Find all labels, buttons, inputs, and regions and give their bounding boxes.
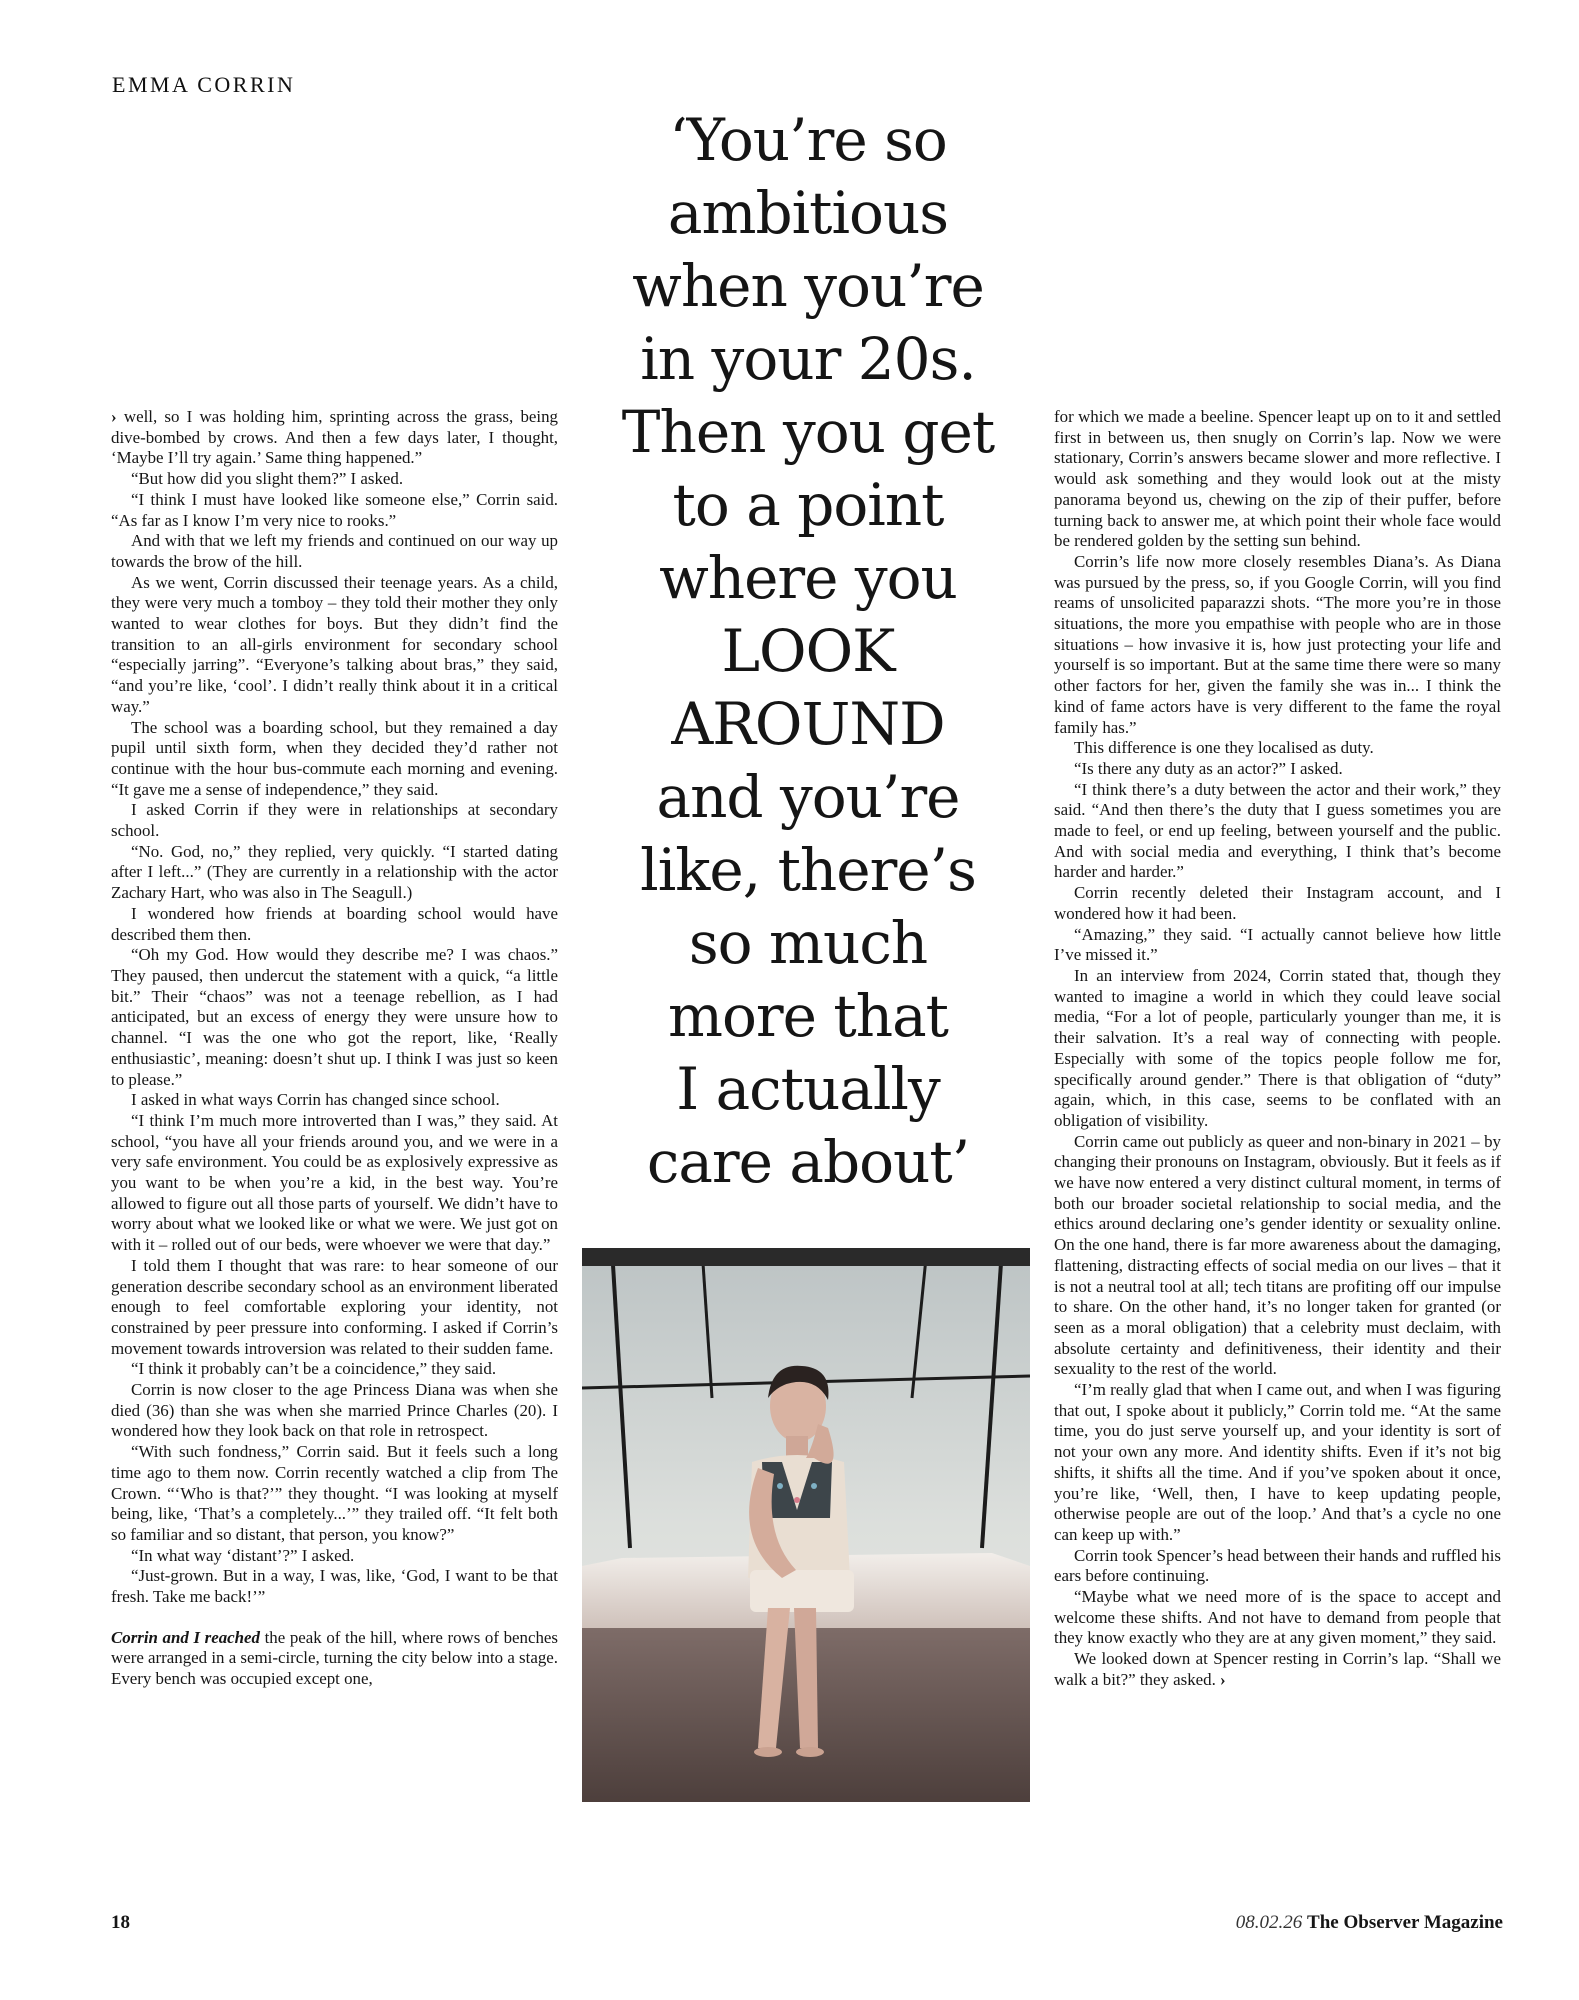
pull-quote-line: to a point bbox=[672, 471, 944, 539]
paragraph: And with that we left my friends and continued on our way up towards the brow of the hill. bbox=[111, 531, 558, 571]
paragraph: “I’m really glad that when I came out, and when I was figuring that out, I spoke about it publicly,” Corrin told me. “At the same time, you do just serve yourself up, and your identity is sort of not your own any more. And identity shifts. Even if it’s not big shifts, it shifts all the time. And if you’ve spoken about it once, you’re like, ‘Well, then, I have to keep updating people, otherwise people are out of the loop.’ And that’s a cycle no one can keep up with.” bbox=[1054, 1380, 1501, 1544]
pull-quote-line: and you’re bbox=[656, 763, 960, 831]
left-column bbox=[111, 407, 558, 1690]
paragraph: Corrin’s life now more closely resembles Diana’s. As Diana was pursued by the press, so, if you Google Corrin, will you find reams of unsolicited paparazzi shots. “The more you’re in those situations, the more you empathise with people who are in those situations – how invasive it is, how just protecting your life and yourself is so important. But at the same time there were so many other factors for her, given the family she was in... I think the kind of fame actors have is very different to the fame the royal family has.” bbox=[1054, 551, 1501, 737]
pull-quote-line: care about’ bbox=[646, 1128, 970, 1196]
pull-quote bbox=[572, 104, 1044, 1199]
paragraph: for which we made a beeline. Spencer leapt up on to it and settled first in between us, then snugly on Corrin’s lap. Now we were stationary, Corrin’s answers became slower and more reflective. I would ask something and they would look out at the misty panorama beyond us, chewing on the zip of their puffer, before turning back to answer me, at which point their whole face would be rendered golden by the setting sun behind. bbox=[1054, 407, 1501, 551]
pull-quote-line: Then you get bbox=[621, 398, 995, 466]
pull-quote-line: so much bbox=[688, 909, 928, 977]
page-number: 18 bbox=[111, 1912, 130, 1933]
paragraph: “Amazing,” they said. “I actually cannot believe how little I’ve missed it.” bbox=[1054, 924, 1501, 965]
continue-arrow-icon: › bbox=[111, 407, 117, 426]
right-column bbox=[1054, 407, 1501, 1691]
paragraph: “But how did you slight them?” I asked. bbox=[131, 469, 404, 489]
section-lead-paragraph: Corrin and I reached the peak of the hill, where rows of benches were arranged in a semi-circle, turning the city below into a stage. Every bench was occupied except one, bbox=[111, 1627, 558, 1689]
paragraph: Corrin recently deleted their Instagram account, and I wondered how it had been. bbox=[1054, 883, 1501, 923]
pull-quote-line: more that bbox=[668, 982, 948, 1050]
paragraph: This difference is one they localised as duty. bbox=[1074, 738, 1374, 758]
paragraph: I told them I thought that was rare: to hear someone of our generation describe secondary school as an environment liberated enough to feel comfortable exploring your identity, not constrained by peer pressure into conforming. I asked if Corrin’s movement towards introversion was related to their sudden fame. bbox=[111, 1255, 558, 1358]
lead-in: Corrin and I reached bbox=[111, 1627, 260, 1647]
paragraph: We looked down at Spencer resting in Corrin’s lap. “Shall we walk a bit?” they asked. › bbox=[1054, 1649, 1501, 1689]
pull-quote-line: in your 20s. bbox=[640, 325, 976, 393]
paragraph: The school was a boarding school, but they remained a day pupil until sixth form, when they decided they’d rather not continue with the hour bus-commute each morning and evening. “It gave me a sense of independence,” they said. bbox=[111, 717, 558, 799]
paragraph: “Just-grown. But in a way, I was, like, ‘God, I want to be that fresh. Take me back!’” bbox=[111, 1566, 558, 1607]
paragraph: Corrin came out publicly as queer and non-binary in 2021 – by changing their pronouns on Instagram, obviously. But it feels as if we have now entered a very distinct cultural moment, in terms of both our broader societal relationship to social media, and the ethics around declaring one’s gender identity or sexuality online. On the one hand, there is far more awareness about the damaging, flattening, distracting effects of social media on our lives – that it is not a neutral tool at all; tech titans are profiting off our impulse to share. On the other hand, it’s no longer taken for granted (or seen as a moral obligation) that a celebrity must declaim, with absolute certainty and definitiveness, their identity and their sexuality to the rest of the world. bbox=[1054, 1131, 1501, 1379]
pull-quote-line: LOOK bbox=[721, 617, 895, 685]
pull-quote-line: AROUND bbox=[671, 690, 945, 758]
pull-quote-line: I actually bbox=[676, 1055, 940, 1123]
pull-quote-line: ‘You’re so bbox=[669, 106, 947, 174]
portrait-photo bbox=[582, 1248, 1030, 1802]
pull-quote-line: like, there’s bbox=[640, 836, 976, 904]
footer-credit bbox=[1236, 1912, 1503, 1934]
publication-name: The Observer Magazine bbox=[1307, 1912, 1503, 1933]
section-label: EMMA CORRIN bbox=[112, 72, 296, 97]
continue-arrow-icon: › bbox=[1220, 1669, 1226, 1689]
pull-quote-line: where you bbox=[659, 544, 957, 612]
paragraph: “No. God, no,” they replied, very quickly. “I started dating after I left...” (They are currently in a relationship with the actor Zachary Hart, who was also in The Seagull.) bbox=[111, 841, 558, 903]
paragraph: › well, so I was holding him, sprinting across the grass, being dive-bombed by crows. And then a few days later, I thought, ‘Maybe I’ll try again.’ Same thing happened.” bbox=[111, 407, 558, 468]
paragraph: “I think I’m much more introverted than I was,” they said. At school, “you have all your friends around you, and we were in a very safe environment. You could be as explosively expressive as you want to be when you’re a kid, in the best way. You’re allowed to figure out all those parts of yourself. We didn’t have to worry about what we looked like or what we were. We just got on with it – rolled out of our beds, were whoever we were that day.” bbox=[111, 1110, 558, 1255]
paragraph: “In what way ‘distant’?” I asked. bbox=[131, 1545, 355, 1565]
paragraph: “I think there’s a duty between the actor and their work,” they said. “And then there’s the duty that I guess sometimes you are made to feel, or end up feeling, between yourself and the public. And with social media and everything, I think that’s become harder and harder.” bbox=[1054, 779, 1501, 882]
issue-date: 08.02.26 bbox=[1235, 1912, 1303, 1933]
paragraph: “I think it probably can’t be a coincidence,” they said. bbox=[131, 1359, 497, 1379]
paragraph: “Maybe what we need more of is the space to accept and welcome these shifts. And not have to demand from people that they know exactly who they are at any given moment,” they said. bbox=[1054, 1587, 1501, 1648]
pull-quote-line: ambitious bbox=[667, 179, 949, 247]
paragraph: “Is there any duty as an actor?” I asked. bbox=[1074, 758, 1343, 778]
paragraph: “With such fondness,” Corrin said. But it feels such a long time ago to them now. Corrin recently watched a clip from The Crown. “‘Who is that?’” they thought. “I was looking at myself being, like, ‘That’s a completely...’” they trailed off. “It felt both so familiar and so distant, that person, you know?” bbox=[111, 1442, 558, 1544]
paragraph: I asked in what ways Corrin has changed since school. bbox=[131, 1090, 500, 1110]
paragraph: Corrin is now closer to the age Princess Diana was when she died (36) than she was when she married Prince Charles (20). I wondered how they look back on that role in retrospect. bbox=[111, 1380, 558, 1441]
paragraph: I wondered how friends at boarding school would have described them then. bbox=[111, 903, 558, 944]
paragraph: “Oh my God. How would they describe me? I was chaos.” They paused, then undercut the statement with a quick, “a little bit.” Their “chaos” was not a teenage rebellion, as I had anticipated, but an excess of energy they were unsure how to channel. “I was the one who got the report, like, ‘Really enthusiastic’, meaning: doesn’t shut up. I think I was just so keen to please.” bbox=[111, 945, 558, 1089]
paragraph: I asked Corrin if they were in relationships at secondary school. bbox=[111, 800, 558, 841]
paragraph: As we went, Corrin discussed their teenage years. As a child, they were very much a tomboy – they told their mother they only wanted to wear clothes for boys. But they didn’t find the transition to an all-girls environment for secondary school “especially jarring”. “Everyone’s talking about bras,” they said, “and you’re like, ‘cool’. I didn’t really think about it in a critical way.” bbox=[111, 572, 558, 716]
pull-quote-line: when you’re bbox=[632, 252, 984, 320]
paragraph: “I think I must have looked like someone else,” Corrin said. “As far as I know I’m very nice to rooks.” bbox=[111, 489, 558, 530]
paragraph: Corrin took Spencer’s head between their hands and ruffled his ears before continuing. bbox=[1054, 1545, 1501, 1586]
paragraph: In an interview from 2024, Corrin stated that, though they wanted to imagine a world in which they could leave social media, “For a lot of people, particularly younger than me, it is their salvation. It’s a real way of connecting with people. Especially with some of the topics people follow me for, specifically around gender.” There is that obligation of “duty” again, which, in this case, seems to be conflated with an obligation of visibility. bbox=[1054, 965, 1501, 1130]
